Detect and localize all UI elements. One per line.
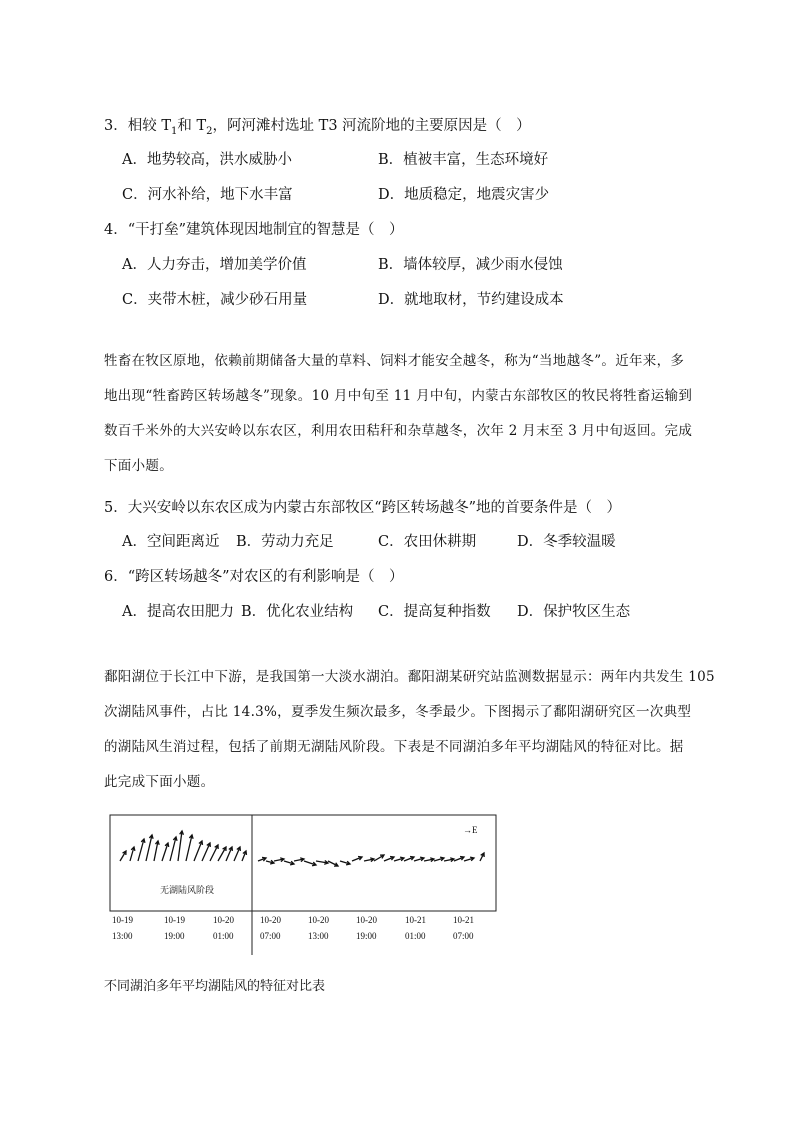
figure-frame [110, 815, 496, 911]
passage-line: 牲畜在牧区原地，依赖前期储备大量的草料、饲料才能安全越冬，称为“当地越冬”。近年来，多 [104, 353, 685, 369]
time-axis [112, 915, 474, 941]
question-6-option-b[interactable]: B．优化农业结构 [241, 604, 354, 620]
wind-arrows [120, 831, 484, 866]
tick-date: 10-20 [213, 915, 234, 925]
tick-date: 10-19 [164, 915, 185, 925]
question-3-stem: 3．相较 $T_1$和 $T_2$，阿河滩村选址 T3 河流阶地的主要原因是（ ） [104, 118, 531, 137]
tick-time: 13:00 [112, 931, 133, 941]
tick-time: 07:00 [260, 931, 281, 941]
tick-date: 10-19 [112, 915, 133, 925]
tick-date: 10-20 [356, 915, 377, 925]
question-3-option-d[interactable]: D．地质稳定，地震灾害少 [378, 187, 550, 203]
question-5-option-d[interactable]: D．冬季较温暖 [517, 534, 616, 550]
wind-arrow [170, 837, 176, 861]
passage-livestock [104, 344, 696, 484]
passage-line: 地出现“牲畜跨区转场越冬”现象。10 月中旬至 11 月中旬，内蒙古东部牧区的牧民将牲畜运输到 [104, 388, 693, 404]
tick-date: 10-20 [308, 915, 329, 925]
passage-line: 的湖陆风生消过程，包括了前期无湖陆风阶段。下表是不同湖泊多年平均湖陆风的特征对比。据 [104, 739, 684, 755]
passage-line: 此完成下面小题。 [104, 774, 215, 790]
passage-line: 次湖陆风事件，占比 14.3%，夏季发生频次最多，冬季最少。下图揭示了鄱阳湖研究区一次典型 [104, 704, 692, 720]
question-5-option-b[interactable]: B．劳动力充足 [236, 534, 334, 550]
tick-time: 01:00 [213, 931, 234, 941]
wind-arrow [146, 835, 152, 861]
wind-arrow [162, 843, 168, 861]
question-5-option-c[interactable]: C．农田休耕期 [378, 534, 477, 550]
question-6-option-d[interactable]: D．保护牧区生态 [517, 604, 631, 620]
tick-time: 19:00 [164, 931, 185, 941]
question-4-option-d[interactable]: D．就地取材，节约建设成本 [378, 292, 564, 308]
question-6-stem: 6．“跨区转场越冬”对农区的有利影响是（ ） [104, 569, 404, 585]
tick-date: 10-21 [453, 915, 474, 925]
question-4-option-c[interactable]: C．夹带木桩，减少砂石用量 [122, 292, 308, 308]
question-6-option-a[interactable]: A．提高农田肥力 [122, 604, 234, 620]
tick-time: 19:00 [356, 931, 377, 941]
east-direction-legend: →E [463, 825, 478, 835]
question-5-option-a[interactable]: A．空间距离近 [122, 534, 220, 550]
wind-vector-svg [108, 813, 498, 958]
wind-arrow [194, 841, 202, 861]
wind-arrow [202, 843, 210, 861]
tick-time: 13:00 [308, 931, 329, 941]
passage-line: 数百千米外的大兴安岭以东农区，利用农田秸秆和杂草越冬，次年 2 月末至 3 月中旬返回。完成 [104, 423, 693, 439]
table-caption: 不同湖泊多年平均湖陆风的特征对比表 [104, 979, 326, 994]
question-4-stem: 4．“干打垒”建筑体现因地制宜的智慧是（ ） [104, 222, 404, 238]
passage-line: 鄱阳湖位于长江中下游，是我国第一大淡水湖泊。鄱阳湖某研究站监测数据显示：两年内共发生 105 [104, 669, 715, 685]
wind-arrow [210, 845, 218, 861]
passage-poyang-lake [104, 660, 715, 800]
wind-arrow [138, 839, 144, 861]
question-5-stem: 5．大兴安岭以东农区成为内蒙古东部牧区“跨区转场越冬”地的首要条件是（ ） [104, 500, 622, 516]
wind-vector-figure [108, 813, 498, 958]
question-6-option-c[interactable]: C．提高复种指数 [378, 604, 491, 620]
no-lake-land-breeze-stage-label: 无湖陆风阶段 [160, 886, 215, 896]
tick-time: 07:00 [453, 931, 474, 941]
wind-arrow [186, 835, 192, 861]
question-3-option-a[interactable]: A．地势较高，洪水威胁小 [122, 152, 292, 168]
wind-arrow [218, 847, 226, 861]
tick-date: 10-20 [260, 915, 281, 925]
question-3-option-b[interactable]: B．植被丰富，生态环境好 [378, 152, 549, 168]
question-3-option-c[interactable]: C．河水补给，地下水丰富 [122, 187, 293, 203]
tick-date: 10-21 [405, 915, 426, 925]
wind-arrow [178, 831, 182, 861]
question-4-option-a[interactable]: A．人力夯击，增加美学价值 [122, 257, 307, 273]
question-4-option-b[interactable]: B．墙体较厚，减少雨水侵蚀 [378, 257, 563, 273]
passage-line: 下面小题。 [104, 458, 173, 474]
tick-time: 01:00 [405, 931, 426, 941]
